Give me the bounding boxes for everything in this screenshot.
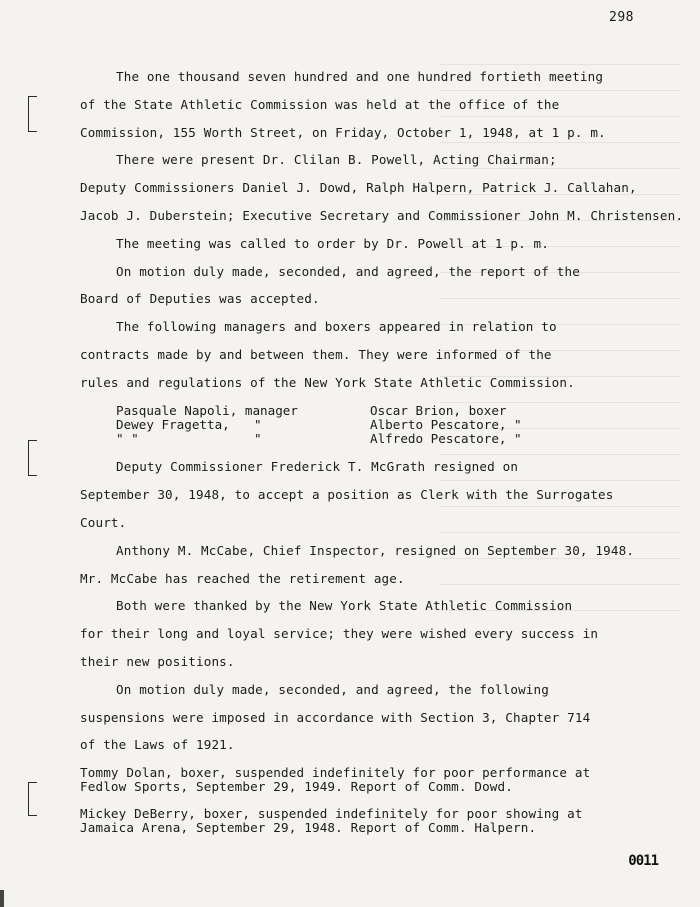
text-line: rules and regulations of the New York State Athletic Commission. — [80, 375, 575, 390]
text-line: Both were thanked by the New York State Athletic Commission — [116, 598, 573, 613]
suspension-line: Mickey DeBerry, boxer, suspended indefinitely for poor showing at — [80, 806, 583, 821]
text-line: contracts made by and between them. They were informed of the — [80, 347, 552, 362]
text-line: of the State Athletic Commission was held at the office of the — [80, 97, 560, 112]
suspension-line: Tommy Dolan, boxer, suspended indefinitely for poor performance at — [80, 765, 591, 780]
text-line: September 30, 1948, to accept a position as Clerk with the Surrogates — [80, 487, 614, 502]
text-line: The one thousand seven hundred and one hundred fortieth meeting — [116, 69, 604, 84]
scan-edge-mark — [0, 890, 4, 907]
boxer-cell: Alfredo Pescatore, " — [370, 431, 522, 446]
page-stamp: 0011 — [628, 853, 658, 869]
text-line: Board of Deputies was accepted. — [80, 291, 320, 306]
manager-cell: Dewey Fragetta, — [116, 417, 230, 432]
text-line: for their long and loyal service; they were wished every success in — [80, 626, 599, 641]
text-line: Anthony M. McCabe, Chief Inspector, resigned on September 30, 1948. — [116, 543, 635, 558]
margin-bracket-mark — [28, 96, 37, 132]
suspension-line: Jamaica Arena, September 29, 1948. Report of Comm. Halpern. — [80, 820, 537, 835]
text-line: Court. — [80, 515, 127, 530]
text-line: of the Laws of 1921. — [80, 737, 235, 752]
margin-bracket-mark — [28, 440, 37, 476]
manager-cell: " " — [116, 431, 139, 446]
ditto-cell: " — [254, 431, 262, 446]
text-line: Mr. McCabe has reached the retirement age. — [80, 571, 405, 586]
boxer-cell: Alberto Pescatore, " — [370, 417, 522, 432]
boxer-cell: Oscar Brion, boxer — [370, 403, 507, 418]
text-line: The meeting was called to order by Dr. Powell at 1 p. m. — [116, 236, 549, 251]
text-line: Deputy Commissioners Daniel J. Dowd, Ralph Halpern, Patrick J. Callahan, — [80, 180, 637, 195]
text-line: their new positions. — [80, 654, 235, 669]
margin-bracket-mark — [28, 782, 37, 816]
suspension-line: Fedlow Sports, September 29, 1949. Report of Comm. Dowd. — [80, 779, 513, 794]
text-line: Deputy Commissioner Frederick T. McGrath resigned on — [116, 459, 519, 474]
text-line: Commission, 155 Worth Street, on Friday, October 1, 1948, at 1 p. m. — [80, 125, 606, 140]
text-line: suspensions were imposed in accordance with Section 3, Chapter 714 — [80, 710, 591, 725]
text-line: On motion duly made, seconded, and agreed, the following — [116, 682, 549, 697]
text-line: Jacob J. Duberstein; Executive Secretary and Commissioner John M. Christensen. — [80, 208, 684, 223]
manager-cell: Pasquale Napoli, manager — [116, 403, 298, 418]
ditto-cell: " — [254, 417, 262, 432]
page-number: 298 — [609, 10, 634, 25]
text-line: On motion duly made, seconded, and agreed, the report of the — [116, 264, 580, 279]
text-line: There were present Dr. Clilan B. Powell, Acting Chairman; — [116, 152, 557, 167]
text-line: The following managers and boxers appeared in relation to — [116, 319, 557, 334]
